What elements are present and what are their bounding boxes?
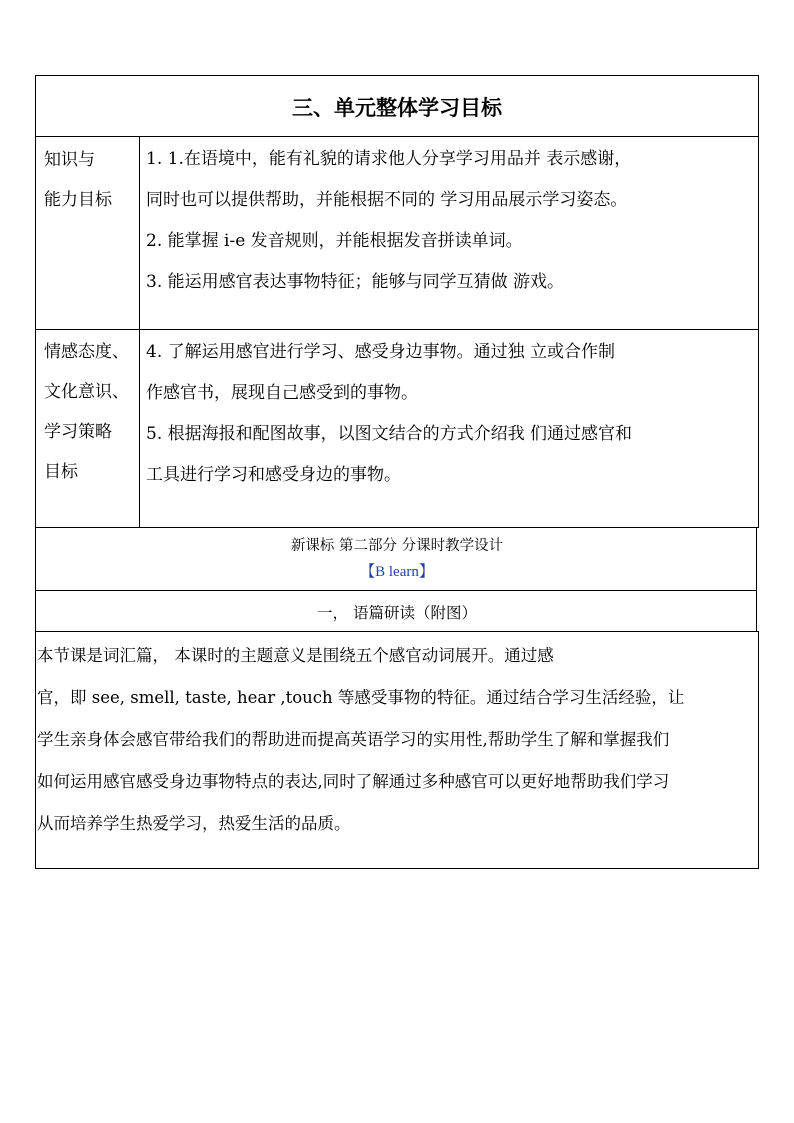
table-divider xyxy=(35,329,759,330)
table-divider xyxy=(35,136,759,137)
analysis-paragraph xyxy=(37,635,759,845)
row-label-attitude: 情感态度、 文化意识、 学习策略 目标 xyxy=(44,342,129,482)
paragraph-line: 本节课是词汇篇， 本课时的主题意义是围绕五个感官动词展开。通过感 xyxy=(37,646,554,665)
paragraph-line: 官，即 see, smell, taste, hear ,touch 等感受事物的特征。通过结合学习生活经验，让 xyxy=(37,688,685,707)
table-divider xyxy=(139,136,140,528)
content-line: 2. 能掌握 i-e 发音规则，并能根据发音拼读单词。 xyxy=(146,231,523,251)
row-content-attitude xyxy=(146,332,632,496)
section-title: 三、单元整体学习目标 xyxy=(292,96,502,120)
lesson-tag: 【B learn】 xyxy=(360,564,434,580)
paragraph-line: 从而培养学生热爱学习，热爱生活的品质。 xyxy=(37,814,351,833)
content-line: 3. 能运用感官表达事物特征；能够与同学互猜做 游戏。 xyxy=(146,272,565,292)
subsection-heading: 一， 语篇研读（附图） xyxy=(317,604,477,622)
row-label-knowledge: 知识与 能力目标 xyxy=(44,150,112,210)
content-line: 1. 1.在语境中，能有礼貌的请求他人分享学习用品并 表示感谢， xyxy=(146,149,632,169)
content-line: 4. 了解运用感官进行学习、感受身边事物。通过独 立或合作制 xyxy=(146,342,616,362)
content-line: 5. 根据海报和配图故事，以图文结合的方式介绍我 们通过感官和 xyxy=(146,424,633,444)
content-line: 作感官书，展现自己感受到的事物。 xyxy=(146,383,418,403)
row-content-knowledge xyxy=(146,139,631,303)
content-line: 同时也可以提供帮助，并能根据不同的 学习用品展示学习姿态。 xyxy=(146,190,628,210)
paragraph-line: 如何运用感官感受身边事物特点的表达,同时了解通过多种感官可以更好地帮助我们学习 xyxy=(37,772,670,791)
paragraph-line: 学生亲身体会感官带给我们的帮助进而提高英语学习的实用性,帮助学生了解和掌握我们 xyxy=(37,730,670,749)
part-heading: 新课标 第二部分 分课时教学设计 xyxy=(290,538,504,554)
content-line: 工具进行学习和感受身边的事物。 xyxy=(146,465,401,485)
